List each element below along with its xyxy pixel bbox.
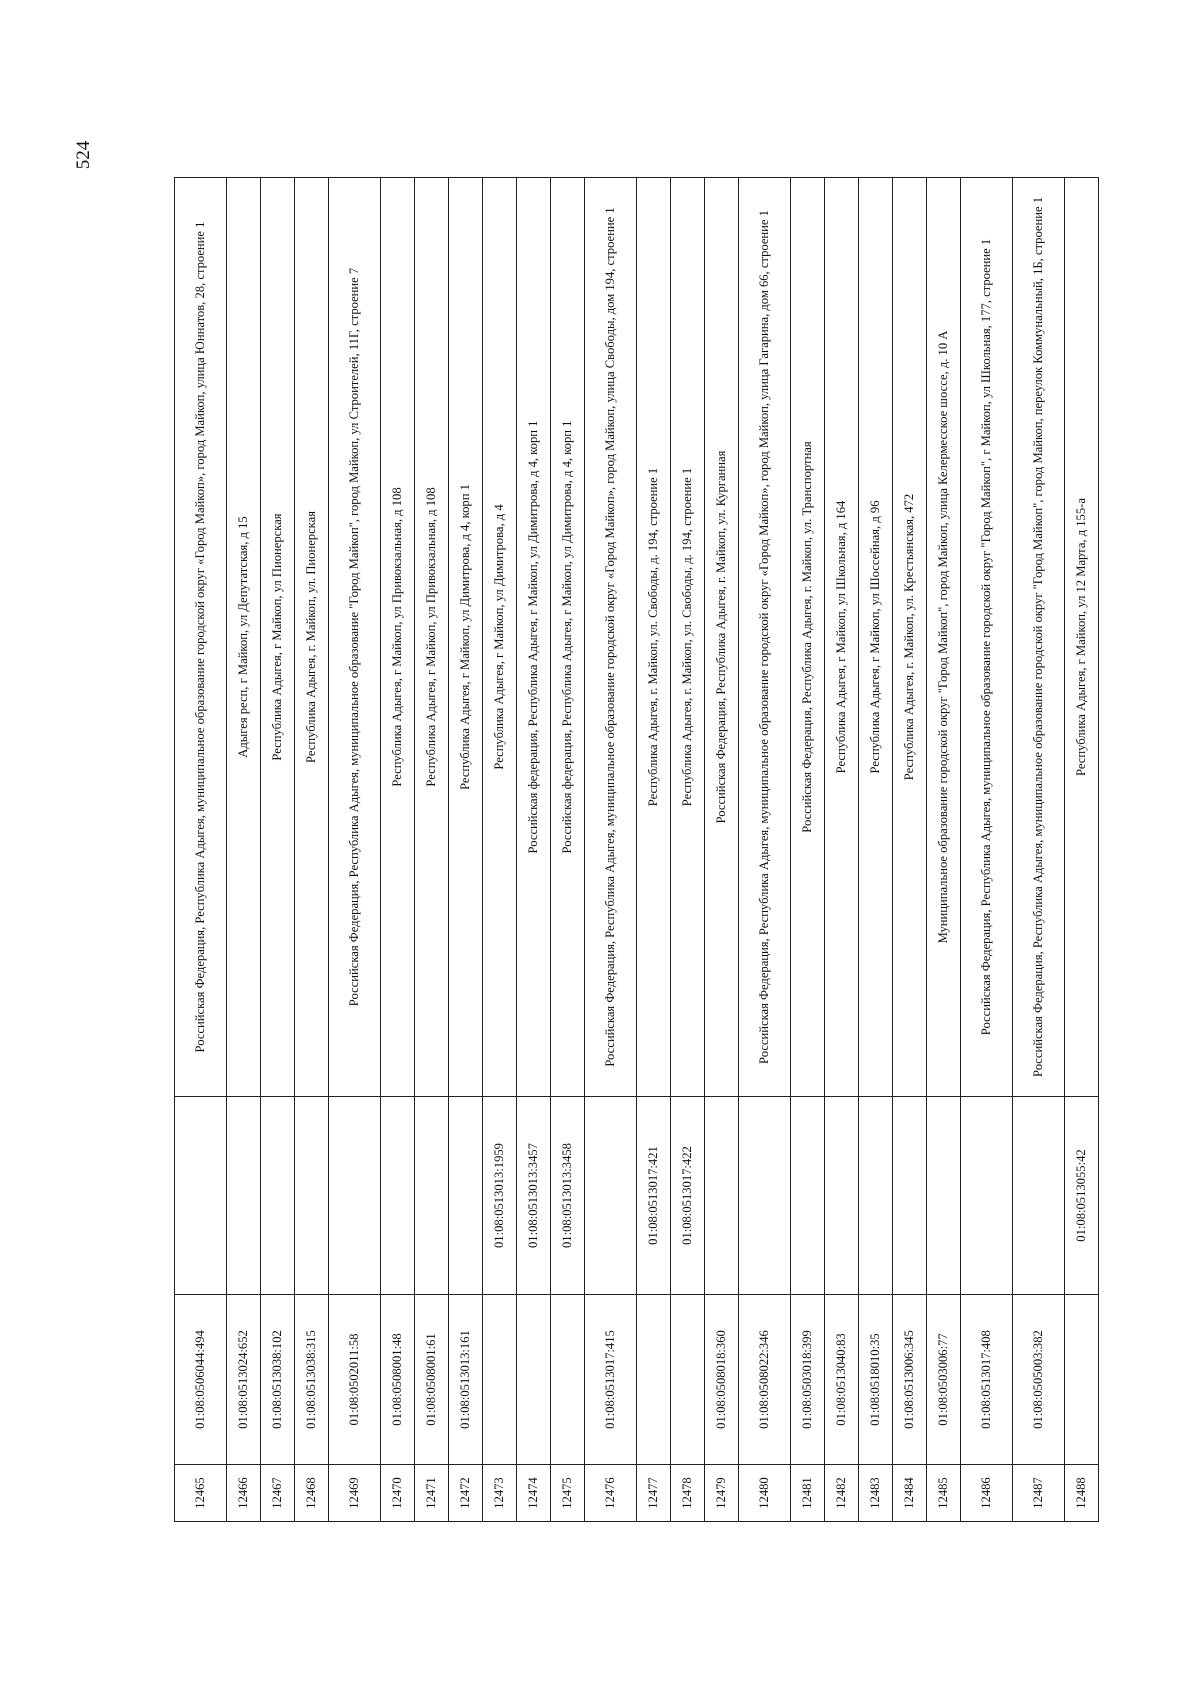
address-cell: Российская Федерация, Республика Адыгея, муниципальное образование городской округ "Город Майкоп", г Майкоп, ул Школьная, 177, строение 1 [961, 178, 1013, 1097]
linked-cadastral-number-cell [791, 1097, 825, 1295]
address-cell: Республика Адыгея, г Майкоп, ул Привокзальная, д 108 [415, 178, 449, 1097]
linked-cadastral-number-cell [227, 1097, 261, 1295]
row-number-cell: 12477 [637, 1465, 671, 1522]
linked-cadastral-number-cell [381, 1097, 415, 1295]
row-number-cell: 12470 [381, 1465, 415, 1522]
cadastral-number-cell: 01:08:0502011:58 [329, 1295, 381, 1465]
row-number-cell: 12472 [449, 1465, 483, 1522]
address-cell: Республика Адыгея, г Майкоп, ул Димитрова, д 4 [483, 178, 517, 1097]
address-cell: Республика Адыгея, г. Майкоп, ул. Свободы, д. 194, строение 1 [637, 178, 671, 1097]
row-number-cell: 12486 [961, 1465, 1013, 1522]
cadastral-number-cell: 01:08:0513024:652 [227, 1295, 261, 1465]
table-row [381, 178, 415, 1522]
table-row [227, 178, 261, 1522]
row-number-cell: 12480 [739, 1465, 791, 1522]
row-number-cell: 12467 [261, 1465, 295, 1522]
linked-cadastral-number-cell [295, 1097, 329, 1295]
linked-cadastral-number-cell [893, 1097, 927, 1295]
row-number-cell: 12488 [1065, 1465, 1099, 1522]
table-row [551, 178, 585, 1522]
row-number-cell: 12484 [893, 1465, 927, 1522]
table-row [415, 178, 449, 1522]
address-cell: Республика Адыгея, г. Майкоп, ул. Свободы, д. 194, строение 1 [671, 178, 705, 1097]
cadastral-number-cell [517, 1295, 551, 1465]
cadastral-number-cell [1065, 1295, 1099, 1465]
registry-table [174, 177, 1099, 1522]
linked-cadastral-number-cell [261, 1097, 295, 1295]
table-row [175, 178, 227, 1522]
linked-cadastral-number-cell [1013, 1097, 1065, 1295]
rotated-table-container [174, 178, 1089, 1522]
table-row [739, 178, 791, 1522]
cadastral-number-cell: 01:08:0513038:315 [295, 1295, 329, 1465]
cadastral-number-cell: 01:08:0503006:77 [927, 1295, 961, 1465]
linked-cadastral-number-cell: 01:08:0513017:422 [671, 1097, 705, 1295]
cadastral-number-cell: 01:08:0506044:494 [175, 1295, 227, 1465]
row-number-cell: 12465 [175, 1465, 227, 1522]
address-cell: Республика Адыгея, г Майкоп, ул Школьная, д 164 [825, 178, 859, 1097]
row-number-cell: 12476 [585, 1465, 637, 1522]
table-row [705, 178, 739, 1522]
table-row [961, 178, 1013, 1522]
address-cell: Муниципальное образование городской округ "Город Майкоп", город Майкоп, улица Келермесское шоссе, д. 10 А [927, 178, 961, 1097]
table-row [261, 178, 295, 1522]
linked-cadastral-number-cell [175, 1097, 227, 1295]
linked-cadastral-number-cell [415, 1097, 449, 1295]
cadastral-number-cell: 01:08:0513038:102 [261, 1295, 295, 1465]
cadastral-number-cell: 01:08:0518010:35 [859, 1295, 893, 1465]
row-number-cell: 12483 [859, 1465, 893, 1522]
table-row [295, 178, 329, 1522]
table-row [1013, 178, 1065, 1522]
row-number-cell: 12479 [705, 1465, 739, 1522]
table-row [517, 178, 551, 1522]
cadastral-number-cell: 01:08:0513017:408 [961, 1295, 1013, 1465]
address-cell: Российская Федерация, Республика Адыгея, г. Майкоп, ул. Транспортная [791, 178, 825, 1097]
linked-cadastral-number-cell: 01:08:0513017:421 [637, 1097, 671, 1295]
address-cell: Республика Адыгея, г Майкоп, ул Димитрова, д 4, корп 1 [449, 178, 483, 1097]
linked-cadastral-number-cell [859, 1097, 893, 1295]
cadastral-number-cell: 01:08:0513017:415 [585, 1295, 637, 1465]
address-cell: Республика Адыгея, г Майкоп, ул Привокзальная, д 108 [381, 178, 415, 1097]
linked-cadastral-number-cell [739, 1097, 791, 1295]
cadastral-number-cell [671, 1295, 705, 1465]
linked-cadastral-number-cell: 01:08:0513055:42 [1065, 1097, 1099, 1295]
row-number-cell: 12469 [329, 1465, 381, 1522]
table-row [671, 178, 705, 1522]
address-cell: Российская Федерация, Республика Адыгея, муниципальное образование "Город Майкоп", город Майкоп, ул Строителей, 11Г, строение 7 [329, 178, 381, 1097]
linked-cadastral-number-cell: 01:08:0513013:3457 [517, 1097, 551, 1295]
cadastral-number-cell: 01:08:0508001:61 [415, 1295, 449, 1465]
linked-cadastral-number-cell [961, 1097, 1013, 1295]
address-cell: Российская Федерация, Республика Адыгея, муниципальное образование городской округ "Город Майкоп", город Майкоп, переулок Коммунальный, 1Б, строение 1 [1013, 178, 1065, 1097]
cadastral-number-cell: 01:08:0513006:345 [893, 1295, 927, 1465]
table-row [1065, 178, 1099, 1522]
cadastral-number-cell: 01:08:0508022:346 [739, 1295, 791, 1465]
page-number: 524 [73, 140, 94, 170]
table-row [483, 178, 517, 1522]
row-number-cell: 12471 [415, 1465, 449, 1522]
address-cell: Российская Федерация, Республика Адыгея, г. Майкоп, ул. Курганная [705, 178, 739, 1097]
address-cell: Адыгея респ, г Майкоп, ул Депутатская, д 15 [227, 178, 261, 1097]
cadastral-number-cell [551, 1295, 585, 1465]
row-number-cell: 12481 [791, 1465, 825, 1522]
table-row [825, 178, 859, 1522]
address-cell: Республика Адыгея, г. Майкоп, ул. Крестьянская, 472 [893, 178, 927, 1097]
table-row [893, 178, 927, 1522]
address-cell: Республика Адыгея, г. Майкоп, ул. Пионерская [295, 178, 329, 1097]
linked-cadastral-number-cell [449, 1097, 483, 1295]
row-number-cell: 12474 [517, 1465, 551, 1522]
row-number-cell: 12487 [1013, 1465, 1065, 1522]
table-row [637, 178, 671, 1522]
row-number-cell: 12478 [671, 1465, 705, 1522]
linked-cadastral-number-cell [927, 1097, 961, 1295]
linked-cadastral-number-cell: 01:08:0513013:3458 [551, 1097, 585, 1295]
address-cell: Республика Адыгея, г Майкоп, ул 12 Марта, д 155-а [1065, 178, 1099, 1097]
linked-cadastral-number-cell [329, 1097, 381, 1295]
cadastral-number-cell: 01:08:0508001:48 [381, 1295, 415, 1465]
cadastral-number-cell: 01:08:0508018:360 [705, 1295, 739, 1465]
row-number-cell: 12468 [295, 1465, 329, 1522]
linked-cadastral-number-cell [585, 1097, 637, 1295]
address-cell: Российская Федерация, Республика Адыгея, муниципальное образование городской округ «Город Майкоп», город Майкоп, улица Свободы, дом 194, строение 1 [585, 178, 637, 1097]
row-number-cell: 12466 [227, 1465, 261, 1522]
table-row [927, 178, 961, 1522]
cadastral-number-cell: 01:08:0503018:399 [791, 1295, 825, 1465]
cadastral-number-cell [483, 1295, 517, 1465]
table-row [449, 178, 483, 1522]
row-number-cell: 12475 [551, 1465, 585, 1522]
table-row [791, 178, 825, 1522]
address-cell: Республика Адыгея, г Майкоп, ул Шоссейная, д 96 [859, 178, 893, 1097]
row-number-cell: 12485 [927, 1465, 961, 1522]
linked-cadastral-number-cell: 01:08:0513013:1959 [483, 1097, 517, 1295]
address-cell: Российская федерация, Республика Адыгея, г Майкоп, ул Димитрова, д 4, корп 1 [517, 178, 551, 1097]
linked-cadastral-number-cell [825, 1097, 859, 1295]
address-cell: Российская федерация, Республика Адыгея, г Майкоп, ул Димитрова, д 4, корп 1 [551, 178, 585, 1097]
table-row [585, 178, 637, 1522]
row-number-cell: 12482 [825, 1465, 859, 1522]
linked-cadastral-number-cell [705, 1097, 739, 1295]
table-row [859, 178, 893, 1522]
address-cell: Российская Федерация, Республика Адыгея, муниципальное образование городской округ «Город Майкоп», город Майкоп, улица Гагарина, дом 66, строение 1 [739, 178, 791, 1097]
row-number-cell: 12473 [483, 1465, 517, 1522]
address-cell: Российская Федерация, Республика Адыгея, муниципальное образование городской округ «Город Майкоп», город Майкоп, улица Юннатов, 28, строение 1 [175, 178, 227, 1097]
registry-table-body [175, 178, 1099, 1522]
table-row [329, 178, 381, 1522]
cadastral-number-cell [637, 1295, 671, 1465]
cadastral-number-cell: 01:08:0513013:161 [449, 1295, 483, 1465]
cadastral-number-cell: 01:08:0513040:83 [825, 1295, 859, 1465]
cadastral-number-cell: 01:08:0505003:382 [1013, 1295, 1065, 1465]
address-cell: Республика Адыгея, г Майкоп, ул Пионерская [261, 178, 295, 1097]
